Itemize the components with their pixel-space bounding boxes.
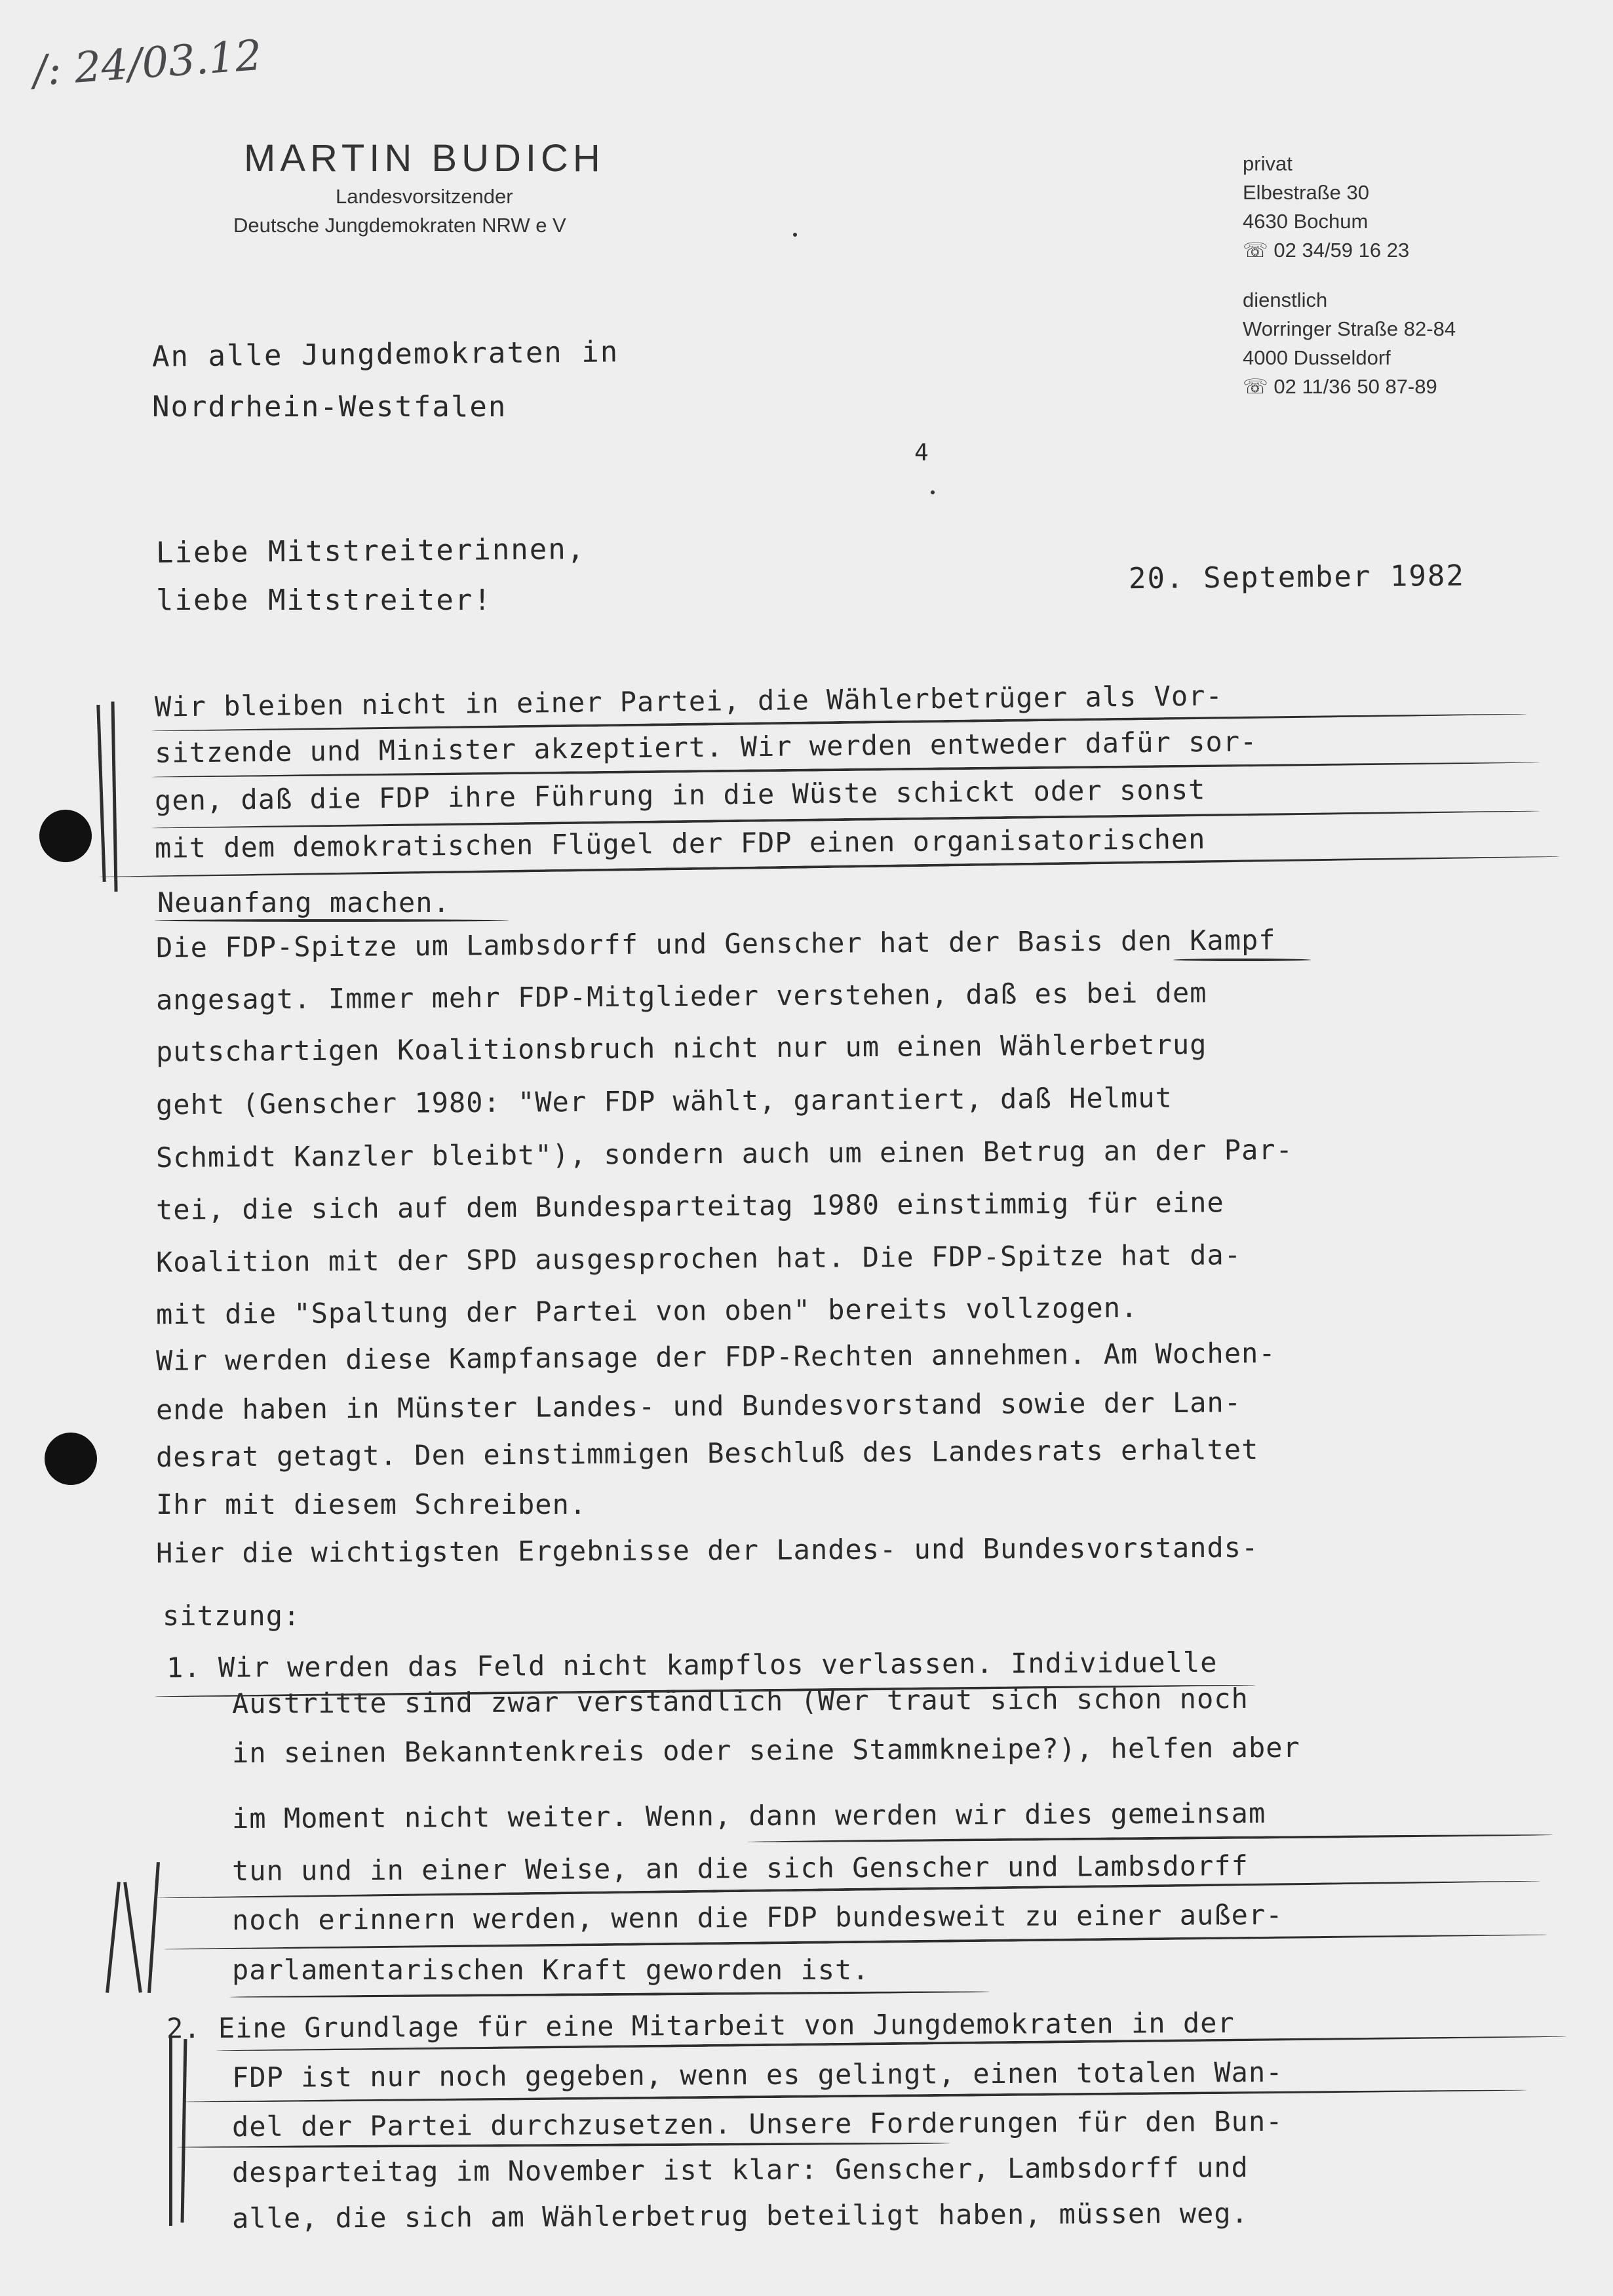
body-line: Neuanfang machen. [157, 886, 450, 919]
margin-bracket [123, 1882, 142, 1992]
body-line: 1. Wir werden das Feld nicht kampflos verlassen. Individuelle [166, 1646, 1218, 1684]
work-phone: ☏ 02 11/36 50 87-89 [1243, 375, 1437, 398]
body-line: Schmidt Kanzler bleibt"), sondern auch um einen Betrug an der Par- [155, 1133, 1294, 1174]
body-line: del der Partei durchzusetzen. Unsere Forderungen für den Bun- [231, 2105, 1283, 2143]
body-line: sitzende und Minister akzeptiert. Wir werden entweder dafür sor- [154, 725, 1258, 769]
speck [931, 490, 935, 494]
body-line: tei, die sich auf dem Bundesparteitag 1980 einstimmig für eine [155, 1186, 1224, 1226]
body-line: 2. Eine Grundlage für eine Mitarbeit von Jungdemokraten in der [166, 2006, 1235, 2045]
body-line: FDP ist nur noch gegeben, wenn es gelingt, einen totalen Wan- [231, 2055, 1283, 2094]
body-line: ende haben in Münster Landes- und Bundesvorstand sowie der Lan- [155, 1386, 1242, 1426]
margin-bracket [169, 2036, 172, 2226]
margin-bracket [96, 705, 106, 882]
work-label: dienstlich [1243, 288, 1328, 311]
private-label: privat [1243, 152, 1292, 175]
salutation-line-2: liebe Mitstreiter! [156, 584, 492, 617]
address-block [1243, 149, 1456, 401]
speck [793, 233, 797, 237]
work-city: 4000 Dusseldorf [1243, 346, 1391, 369]
underline-mark [1173, 959, 1311, 961]
salutation-line-1: Liebe Mitstreiterinnen, [155, 532, 586, 570]
private-street: Elbestraße 30 [1243, 181, 1369, 204]
page-mark: 4 [914, 439, 930, 466]
margin-bracket [181, 2039, 187, 2223]
underline-mark [177, 2142, 950, 2148]
body-line: in seinen Bekanntenkreis oder seine Stammkneipe?), helfen aber [231, 1731, 1300, 1770]
margin-bracket [147, 1862, 160, 1993]
sender-name: MARTIN BUDICH [244, 137, 605, 180]
body-line: mit dem demokratischen Flügel der FDP einen organisatorischen [154, 823, 1206, 864]
sender-organization: Deutsche Jungdemokraten NRW e V [233, 214, 566, 237]
body-line: Wir bleiben nicht in einer Partei, die Wählerbetrüger als Vor- [154, 679, 1223, 723]
body-line: tun und in einer Weise, an die sich Genscher und Lambsdorff [231, 1849, 1249, 1888]
work-street: Worringer Straße 82-84 [1243, 317, 1456, 340]
private-city: 4630 Bochum [1243, 210, 1369, 233]
body-line: mit die "Spaltung der Partei von oben" bereits vollzogen. [155, 1291, 1138, 1331]
body-line: Wir werden diese Kampfansage der FDP-Rechten annehmen. Am Wochen- [155, 1337, 1276, 1377]
body-line: putschartigen Koalitionsbruch nicht nur um einen Wählerbetrug [155, 1028, 1207, 1068]
body-line: desparteitag im November ist klar: Genscher, Lambsdorff und [231, 2150, 1249, 2189]
body-line: Ihr mit diesem Schreiben. [156, 1488, 587, 1520]
body-line: alle, die sich am Wählerbetrug beteiligt haben, müssen weg. [231, 2196, 1249, 2235]
body-line: Hier die wichtigsten Ergebnisse der Landes- und Bundesvorstands- [155, 1531, 1259, 1570]
body-line: angesagt. Immer mehr FDP-Mitglieder verstehen, daß es bei dem [155, 976, 1207, 1016]
margin-bracket [111, 702, 117, 892]
private-phone: ☏ 02 34/59 16 23 [1243, 239, 1410, 262]
body-line: Koalition mit der SPD ausgesprochen hat. Die FDP-Spitze hat da- [155, 1238, 1242, 1278]
underline-mark [229, 1990, 990, 1998]
punch-hole [45, 1433, 97, 1485]
punch-hole [39, 810, 92, 862]
body-line: im Moment nicht weiter. Wenn, dann werden wir dies gemeinsam [231, 1796, 1266, 1835]
recipient-line-2: Nordrhein-Westfalen [152, 390, 507, 424]
body-line: parlamentarischen Kraft geworden ist. [232, 1954, 870, 1986]
underline-mark [164, 1933, 1547, 1950]
sender-role: Landesvorsitzender [336, 185, 513, 208]
margin-bracket [106, 1882, 121, 1993]
body-line: noch erinnern werden, wenn die FDP bundesweit zu einer außer- [231, 1898, 1283, 1937]
body-line: gen, daß die FDP ihre Führung in die Wüste schickt oder sonst [154, 773, 1206, 817]
handwritten-annotation: /: 24/03.12 [31, 31, 263, 96]
letter-date: 20. September 1982 [1128, 559, 1466, 596]
underline-mark [747, 1834, 1553, 1844]
body-line: desrat getagt. Den einstimmigen Beschluß des Landesrats erhaltet [155, 1433, 1259, 1473]
body-line: geht (Genscher 1980: "Wer FDP wählt, garantiert, daß Helmut [155, 1081, 1173, 1121]
body-line: Austritte sind zwar verständlich (Wer traut sich schon noch [231, 1682, 1249, 1720]
underline-mark [155, 919, 509, 922]
body-line: Die FDP-Spitze um Lambsdorff und Genscher hat der Basis den Kampf [155, 924, 1276, 964]
body-line: sitzung: [163, 1600, 301, 1632]
recipient-line-1: An alle Jungdemokraten in [151, 335, 619, 374]
